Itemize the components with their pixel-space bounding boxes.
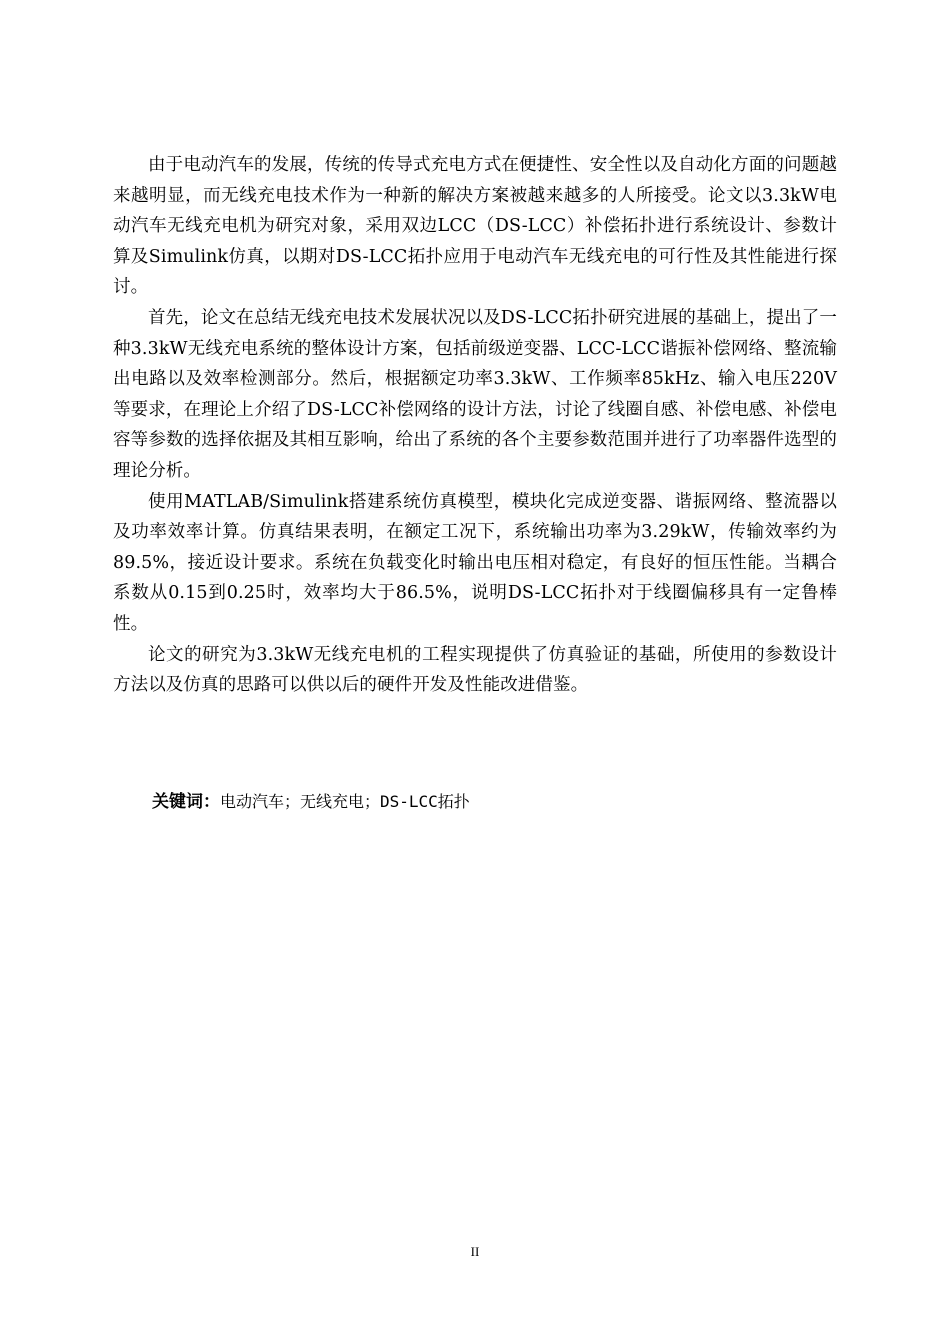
abstract-paragraph-1: 由于电动汽车的发展，传统的传导式充电方式在便捷性、安全性以及自动化方面的问题越来越明显，而无线充电技术作为一种新的解决方案被越来越多的人所接受。论文以3.3kW电动汽车无线充电机为研究对象，采用双边LCC（DS-LCC）补偿拓扑进行系统设计、参数计算及Simulink仿真，以期对DS-LCC拓扑应用于电动汽车无线充电的可行性及其性能进行探讨。 — [113, 155, 837, 298]
abstract-paragraph-3: 使用MATLAB/Simulink搭建系统仿真模型，模块化完成逆变器、谐振网络、整流器以及功率效率计算。仿真结果表明，在额定工况下，系统输出功率为3.29kW，传输效率约为89.5%，接近设计要求。系统在负载变化时输出电压相对稳定，有良好的恒压性能。当耦合系数从0.15到0.25时，效率均大于86.5%，说明DS-LCC拓扑对于线圈偏移具有一定鲁棒性。 — [113, 491, 837, 634]
keywords-text: 电动汽车；无线充电；DS-LCC拓扑 — [220, 792, 470, 811]
abstract-paragraph-2: 首先，论文在总结无线充电技术发展状况以及DS-LCC拓扑研究进展的基础上，提出了一种3.3kW无线充电系统的整体设计方案，包括前级逆变器、LCC-LCC谐振补偿网络、整流输出电路以及效率检测部分。然后，根据额定功率3.3kW、工作频率85kHz、输入电压220V等要求，在理论上介绍了DS-LCC补偿网络的设计方法，讨论了线圈自感、补偿电感、补偿电容等参数的选择依据及其相互影响，给出了系统的各个主要参数范围并进行了功率器件选型的理论分析。 — [113, 307, 837, 481]
keywords-line — [152, 788, 470, 816]
abstract-body — [113, 150, 837, 701]
page-number: II — [470, 1244, 480, 1259]
abstract-paragraph-4: 论文的研究为3.3kW无线充电机的工程实现提供了仿真验证的基础，所使用的参数设计方法以及仿真的思路可以供以后的硬件开发及性能改进借鉴。 — [113, 644, 837, 696]
keywords-label: 关键词： — [152, 792, 220, 812]
